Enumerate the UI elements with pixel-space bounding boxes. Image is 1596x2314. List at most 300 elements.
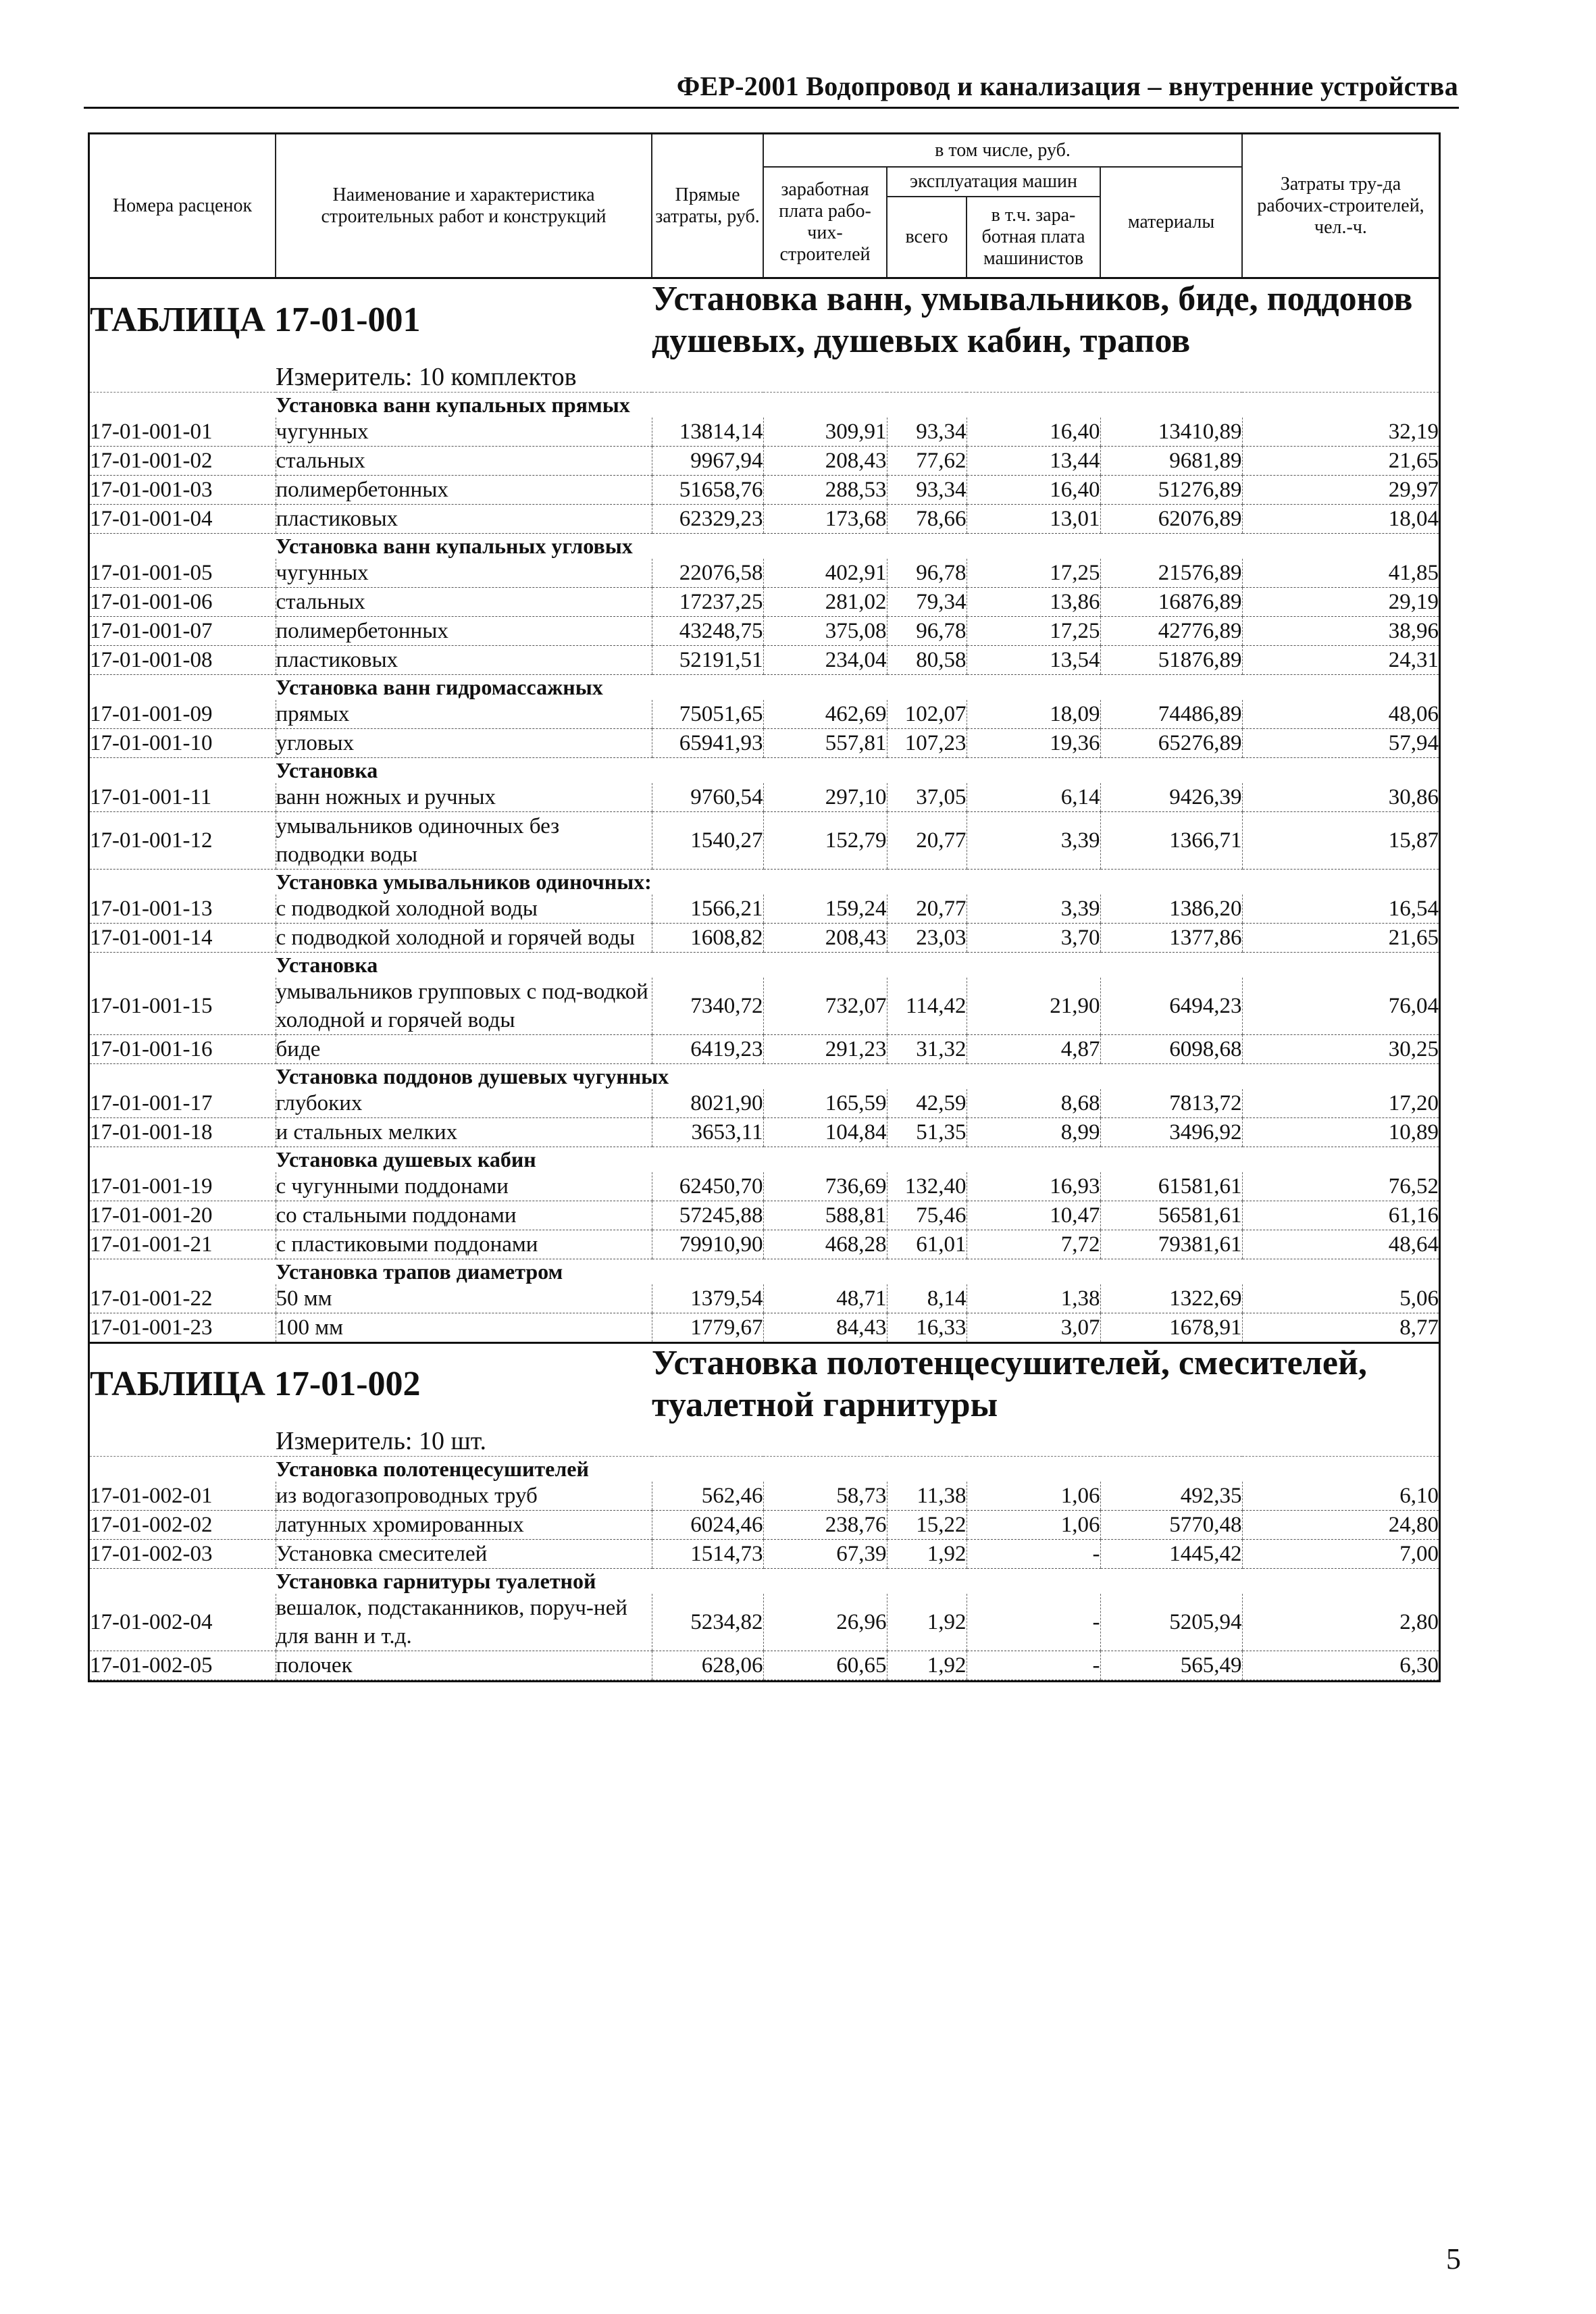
direct-cost: 562,46 (652, 1482, 763, 1511)
direct-cost: 62450,70 (652, 1172, 763, 1201)
machine-cost: 1,92 (887, 1540, 967, 1569)
work-name: прямых (276, 700, 652, 729)
rate-code: 17-01-002-01 (90, 1482, 276, 1511)
machinist-wage: 17,25 (967, 559, 1100, 588)
table-row (90, 646, 1439, 675)
rate-code: 17-01-001-19 (90, 1172, 276, 1201)
group-heading-row (90, 1064, 1439, 1090)
direct-cost: 17237,25 (652, 588, 763, 617)
table-row (90, 1230, 1439, 1259)
labor-hours: 41,85 (1242, 559, 1439, 588)
worker-wage: 468,28 (763, 1230, 887, 1259)
work-name: и стальных мелких (276, 1118, 652, 1147)
labor-hours: 10,89 (1242, 1118, 1439, 1147)
worker-wage: 736,69 (763, 1172, 887, 1201)
group-heading-row (90, 1259, 1439, 1285)
work-name: умывальников групповых с под-водкой холодной и горячей воды (276, 978, 652, 1035)
machine-cost: 80,58 (887, 646, 967, 675)
machinist-wage: 7,72 (967, 1230, 1100, 1259)
group-spacer (90, 953, 276, 978)
table-title-row (90, 278, 1439, 362)
direct-cost: 1779,67 (652, 1313, 763, 1342)
header-rule (84, 107, 1459, 109)
labor-hours: 76,52 (1242, 1172, 1439, 1201)
direct-cost: 9967,94 (652, 447, 763, 476)
materials-cost: 5770,48 (1100, 1511, 1242, 1540)
table-title: Установка полотенцесушителей, смесителей, туалетной гарнитуры (652, 1344, 1367, 1424)
table-row (90, 895, 1439, 924)
labor-hours: 2,80 (1242, 1594, 1439, 1651)
labor-hours: 15,87 (1242, 812, 1439, 870)
work-name: угловых (276, 729, 652, 758)
materials-cost: 65276,89 (1100, 729, 1242, 758)
table-row (90, 1313, 1439, 1342)
table-body (90, 278, 1439, 1680)
col-name-header: Наименование и характеристика строительных работ и конструкций (276, 134, 652, 278)
machinist-wage: 16,40 (967, 418, 1100, 447)
rate-code: 17-01-002-02 (90, 1511, 276, 1540)
machinist-wage: 10,47 (967, 1201, 1100, 1230)
direct-cost: 62329,23 (652, 505, 763, 534)
materials-cost: 3496,92 (1100, 1118, 1242, 1147)
machine-cost: 61,01 (887, 1230, 967, 1259)
worker-wage: 165,59 (763, 1089, 887, 1118)
col-code-header: Номера расценок (90, 134, 276, 278)
machinist-wage: 8,68 (967, 1089, 1100, 1118)
machinist-wage: 18,09 (967, 700, 1100, 729)
table-row (90, 1035, 1439, 1064)
group-heading-row (90, 1569, 1439, 1594)
direct-cost: 5234,82 (652, 1594, 763, 1651)
materials-cost: 1445,42 (1100, 1540, 1242, 1569)
direct-cost: 628,06 (652, 1651, 763, 1680)
table-number: ТАБЛИЦА 17-01-001 (90, 301, 421, 339)
direct-cost: 43248,75 (652, 617, 763, 646)
materials-cost: 51876,89 (1100, 646, 1242, 675)
machine-cost: 114,42 (887, 978, 967, 1035)
work-name: с подводкой холодной и горячей воды (276, 924, 652, 953)
group-spacer (90, 675, 276, 701)
labor-hours: 32,19 (1242, 418, 1439, 447)
labor-hours: 38,96 (1242, 617, 1439, 646)
work-name: 100 мм (276, 1313, 652, 1342)
table-row (90, 1089, 1439, 1118)
rate-code: 17-01-002-04 (90, 1594, 276, 1651)
group-spacer (90, 1147, 276, 1173)
work-name: с пластиковыми поддонами (276, 1230, 652, 1259)
worker-wage: 309,91 (763, 418, 887, 447)
materials-cost: 6494,23 (1100, 978, 1242, 1035)
rate-code: 17-01-001-10 (90, 729, 276, 758)
work-name: стальных (276, 447, 652, 476)
machinist-wage: 13,44 (967, 447, 1100, 476)
machine-cost: 8,14 (887, 1284, 967, 1313)
worker-wage: 238,76 (763, 1511, 887, 1540)
machine-cost: 96,78 (887, 559, 967, 588)
machinist-wage: 16,40 (967, 476, 1100, 505)
table-row (90, 617, 1439, 646)
labor-hours: 48,64 (1242, 1230, 1439, 1259)
direct-cost: 6419,23 (652, 1035, 763, 1064)
measure-unit: Измеритель: 10 комплектов (276, 362, 1439, 393)
table-row (90, 729, 1439, 758)
labor-hours: 7,00 (1242, 1540, 1439, 1569)
group-title: Установка душевых кабин (276, 1147, 536, 1172)
work-name: биде (276, 1035, 652, 1064)
labor-hours: 17,20 (1242, 1089, 1439, 1118)
table-row (90, 1201, 1439, 1230)
table-row (90, 505, 1439, 534)
work-name: чугунных (276, 559, 652, 588)
group-title: Установка гарнитуры туалетной (276, 1569, 596, 1593)
work-name: с подводкой холодной воды (276, 895, 652, 924)
group-title: Установка поддонов душевых чугунных (276, 1064, 669, 1088)
work-name: полочек (276, 1651, 652, 1680)
worker-wage: 104,84 (763, 1118, 887, 1147)
rate-code: 17-01-001-03 (90, 476, 276, 505)
materials-cost: 42776,89 (1100, 617, 1242, 646)
materials-cost: 1366,71 (1100, 812, 1242, 870)
rate-code: 17-01-001-08 (90, 646, 276, 675)
machinist-wage: 13,54 (967, 646, 1100, 675)
direct-cost: 6024,46 (652, 1511, 763, 1540)
direct-cost: 9760,54 (652, 783, 763, 812)
machinist-wage: 4,87 (967, 1035, 1100, 1064)
direct-cost: 1540,27 (652, 812, 763, 870)
machinist-wage: 3,39 (967, 812, 1100, 870)
machinist-wage: 3,07 (967, 1313, 1100, 1342)
machine-cost: 79,34 (887, 588, 967, 617)
rate-code: 17-01-001-17 (90, 1089, 276, 1118)
table-row (90, 588, 1439, 617)
rate-code: 17-01-001-04 (90, 505, 276, 534)
rate-code: 17-01-001-01 (90, 418, 276, 447)
group-title: Установка (276, 758, 378, 782)
table-row (90, 978, 1439, 1035)
labor-hours: 30,86 (1242, 783, 1439, 812)
materials-cost: 21576,89 (1100, 559, 1242, 588)
machinist-wage: 19,36 (967, 729, 1100, 758)
rate-code: 17-01-001-07 (90, 617, 276, 646)
machinist-wage: 1,06 (967, 1482, 1100, 1511)
group-spacer (90, 534, 276, 559)
work-name: со стальными поддонами (276, 1201, 652, 1230)
page-number: 5 (1446, 2242, 1461, 2275)
measure-unit: Измеритель: 10 шт. (276, 1426, 1439, 1457)
direct-cost: 51658,76 (652, 476, 763, 505)
work-name: вешалок, подстаканников, поруч-ней для ванн и т.д. (276, 1594, 652, 1651)
group-title: Установка полотенцесушителей (276, 1457, 589, 1481)
materials-cost: 51276,89 (1100, 476, 1242, 505)
machinist-wage: - (967, 1540, 1100, 1569)
group-heading-row (90, 1457, 1439, 1482)
direct-cost: 13814,14 (652, 418, 763, 447)
table-row (90, 1511, 1439, 1540)
table-title-row (90, 1342, 1439, 1427)
machinist-wage: 1,38 (967, 1284, 1100, 1313)
table-row (90, 924, 1439, 953)
machine-cost: 1,92 (887, 1594, 967, 1651)
materials-cost: 7813,72 (1100, 1089, 1242, 1118)
labor-hours: 18,04 (1242, 505, 1439, 534)
col-mach-total-header: всего (887, 197, 967, 278)
machinist-wage: 16,93 (967, 1172, 1100, 1201)
table-row (90, 1284, 1439, 1313)
table-row (90, 476, 1439, 505)
col-machines-header: эксплуатация машин (887, 167, 1100, 197)
work-name: умывальников одиночных без подводки воды (276, 812, 652, 870)
labor-hours: 61,16 (1242, 1201, 1439, 1230)
rates-table (90, 134, 1439, 1680)
rate-code: 17-01-001-20 (90, 1201, 276, 1230)
materials-cost: 1386,20 (1100, 895, 1242, 924)
direct-cost: 22076,58 (652, 559, 763, 588)
materials-cost: 9681,89 (1100, 447, 1242, 476)
worker-wage: 58,73 (763, 1482, 887, 1511)
measure-row (90, 1426, 1439, 1457)
worker-wage: 402,91 (763, 559, 887, 588)
work-name: с чугунными поддонами (276, 1172, 652, 1201)
table-head (90, 134, 1439, 278)
materials-cost: 1678,91 (1100, 1313, 1242, 1342)
machinist-wage: 3,70 (967, 924, 1100, 953)
table-row (90, 1540, 1439, 1569)
labor-hours: 6,30 (1242, 1651, 1439, 1680)
machine-cost: 51,35 (887, 1118, 967, 1147)
table-row (90, 559, 1439, 588)
machine-cost: 75,46 (887, 1201, 967, 1230)
machinist-wage: - (967, 1594, 1100, 1651)
table-row (90, 447, 1439, 476)
running-header: ФЕР-2001 Водопровод и канализация – внутренние устройства (676, 71, 1458, 101)
table-row (90, 700, 1439, 729)
group-spacer (90, 1569, 276, 1594)
materials-cost: 5205,94 (1100, 1594, 1242, 1651)
col-wage-header: заработная плата рабо-чих-строителей (763, 167, 887, 278)
worker-wage: 557,81 (763, 729, 887, 758)
labor-hours: 29,97 (1242, 476, 1439, 505)
rate-code: 17-01-001-15 (90, 978, 276, 1035)
labor-hours: 16,54 (1242, 895, 1439, 924)
table-row (90, 1594, 1439, 1651)
work-name: ванн ножных и ручных (276, 783, 652, 812)
col-mach-wage-header: в т.ч. зара-ботная плата машинистов (967, 197, 1100, 278)
group-spacer (90, 1259, 276, 1285)
materials-cost: 9426,39 (1100, 783, 1242, 812)
direct-cost: 7340,72 (652, 978, 763, 1035)
machine-cost: 132,40 (887, 1172, 967, 1201)
worker-wage: 67,39 (763, 1540, 887, 1569)
group-heading-row (90, 675, 1439, 701)
table-title: Установка ванн, умывальников, биде, поддонов душевых, душевых кабин, трапов (652, 280, 1413, 360)
machine-cost: 16,33 (887, 1313, 967, 1342)
table-row (90, 1651, 1439, 1680)
direct-cost: 1514,73 (652, 1540, 763, 1569)
worker-wage: 281,02 (763, 588, 887, 617)
group-heading-row (90, 534, 1439, 559)
work-name: полимербетонных (276, 617, 652, 646)
labor-hours: 24,31 (1242, 646, 1439, 675)
worker-wage: 297,10 (763, 783, 887, 812)
machine-cost: 11,38 (887, 1482, 967, 1511)
table-row (90, 418, 1439, 447)
machine-cost: 15,22 (887, 1511, 967, 1540)
machinist-wage: 3,39 (967, 895, 1100, 924)
work-name: глубоких (276, 1089, 652, 1118)
group-title: Установка ванн купальных прямых (276, 393, 630, 417)
group-spacer (90, 1457, 276, 1482)
rate-code: 17-01-002-03 (90, 1540, 276, 1569)
materials-cost: 62076,89 (1100, 505, 1242, 534)
col-incl-header: в том числе, руб. (763, 134, 1242, 167)
rate-code: 17-01-001-13 (90, 895, 276, 924)
machinist-wage: - (967, 1651, 1100, 1680)
rate-code: 17-01-001-23 (90, 1313, 276, 1342)
col-labor-header: Затраты тру-да рабочих-строителей, чел.-ч. (1242, 134, 1439, 278)
labor-hours: 21,65 (1242, 924, 1439, 953)
rate-code: 17-01-001-11 (90, 783, 276, 812)
work-name: полимербетонных (276, 476, 652, 505)
measure-spacer (90, 362, 276, 393)
rate-code: 17-01-001-22 (90, 1284, 276, 1313)
group-title: Установка трапов диаметром (276, 1259, 563, 1284)
worker-wage: 208,43 (763, 447, 887, 476)
group-spacer (90, 870, 276, 895)
worker-wage: 288,53 (763, 476, 887, 505)
group-spacer (90, 1064, 276, 1090)
table-row (90, 783, 1439, 812)
work-name: чугунных (276, 418, 652, 447)
worker-wage: 732,07 (763, 978, 887, 1035)
col-direct-header: Прямые затраты, руб. (652, 134, 763, 278)
machinist-wage: 17,25 (967, 617, 1100, 646)
labor-hours: 76,04 (1242, 978, 1439, 1035)
work-name: пластиковых (276, 505, 652, 534)
labor-hours: 29,19 (1242, 588, 1439, 617)
machinist-wage: 1,06 (967, 1511, 1100, 1540)
materials-cost: 16876,89 (1100, 588, 1242, 617)
table-row (90, 1118, 1439, 1147)
materials-cost: 6098,68 (1100, 1035, 1242, 1064)
work-name: из водогазопроводных труб (276, 1482, 652, 1511)
group-title: Установка (276, 953, 378, 977)
worker-wage: 173,68 (763, 505, 887, 534)
work-name: пластиковых (276, 646, 652, 675)
machine-cost: 31,32 (887, 1035, 967, 1064)
work-name: Установка смесителей (276, 1540, 652, 1569)
machine-cost: 93,34 (887, 476, 967, 505)
rate-code: 17-01-001-18 (90, 1118, 276, 1147)
machinist-wage: 13,86 (967, 588, 1100, 617)
measure-row (90, 362, 1439, 393)
labor-hours: 5,06 (1242, 1284, 1439, 1313)
direct-cost: 52191,51 (652, 646, 763, 675)
machinist-wage: 8,99 (967, 1118, 1100, 1147)
machine-cost: 20,77 (887, 895, 967, 924)
work-name: 50 мм (276, 1284, 652, 1313)
group-heading-row (90, 393, 1439, 418)
worker-wage: 234,04 (763, 646, 887, 675)
materials-cost: 492,35 (1100, 1482, 1242, 1511)
table-number: ТАБЛИЦА 17-01-002 (90, 1365, 421, 1403)
table-row (90, 1482, 1439, 1511)
rate-code: 17-01-001-16 (90, 1035, 276, 1064)
machine-cost: 23,03 (887, 924, 967, 953)
worker-wage: 462,69 (763, 700, 887, 729)
machinist-wage: 13,01 (967, 505, 1100, 534)
table-separator (88, 1342, 1441, 1344)
rate-code: 17-01-001-09 (90, 700, 276, 729)
group-spacer (90, 393, 276, 418)
labor-hours: 21,65 (1242, 447, 1439, 476)
worker-wage: 159,24 (763, 895, 887, 924)
machinist-wage: 6,14 (967, 783, 1100, 812)
table-row (90, 812, 1439, 870)
machine-cost: 42,59 (887, 1089, 967, 1118)
worker-wage: 60,65 (763, 1651, 887, 1680)
materials-cost: 74486,89 (1100, 700, 1242, 729)
labor-hours: 8,77 (1242, 1313, 1439, 1342)
worker-wage: 84,43 (763, 1313, 887, 1342)
group-title: Установка ванн гидромассажных (276, 675, 603, 699)
rate-code: 17-01-001-14 (90, 924, 276, 953)
table-separator (88, 277, 1441, 279)
materials-cost: 61581,61 (1100, 1172, 1242, 1201)
group-title: Установка ванн купальных угловых (276, 534, 633, 558)
rate-code: 17-01-002-05 (90, 1651, 276, 1680)
labor-hours: 48,06 (1242, 700, 1439, 729)
direct-cost: 65941,93 (652, 729, 763, 758)
materials-cost: 79381,61 (1100, 1230, 1242, 1259)
group-heading-row (90, 1147, 1439, 1173)
worker-wage: 48,71 (763, 1284, 887, 1313)
rate-code: 17-01-001-12 (90, 812, 276, 870)
work-name: латунных хромированных (276, 1511, 652, 1540)
worker-wage: 375,08 (763, 617, 887, 646)
rate-code: 17-01-001-02 (90, 447, 276, 476)
rate-code: 17-01-001-05 (90, 559, 276, 588)
col-materials-header: материалы (1100, 167, 1242, 278)
direct-cost: 57245,88 (652, 1201, 763, 1230)
machine-cost: 102,07 (887, 700, 967, 729)
group-heading-row (90, 953, 1439, 978)
labor-hours: 6,10 (1242, 1482, 1439, 1511)
group-title: Установка умывальников одиночных: (276, 870, 652, 894)
machine-cost: 96,78 (887, 617, 967, 646)
work-name: стальных (276, 588, 652, 617)
rate-code: 17-01-001-21 (90, 1230, 276, 1259)
machine-cost: 1,92 (887, 1651, 967, 1680)
machine-cost: 20,77 (887, 812, 967, 870)
worker-wage: 208,43 (763, 924, 887, 953)
direct-cost: 1566,21 (652, 895, 763, 924)
worker-wage: 588,81 (763, 1201, 887, 1230)
direct-cost: 75051,65 (652, 700, 763, 729)
group-heading-row (90, 758, 1439, 784)
measure-spacer (90, 1426, 276, 1457)
worker-wage: 291,23 (763, 1035, 887, 1064)
labor-hours: 57,94 (1242, 729, 1439, 758)
table-row (90, 1172, 1439, 1201)
machine-cost: 37,05 (887, 783, 967, 812)
worker-wage: 152,79 (763, 812, 887, 870)
materials-cost: 1377,86 (1100, 924, 1242, 953)
direct-cost: 1379,54 (652, 1284, 763, 1313)
group-spacer (90, 758, 276, 784)
direct-cost: 3653,11 (652, 1118, 763, 1147)
direct-cost: 79910,90 (652, 1230, 763, 1259)
direct-cost: 8021,90 (652, 1089, 763, 1118)
